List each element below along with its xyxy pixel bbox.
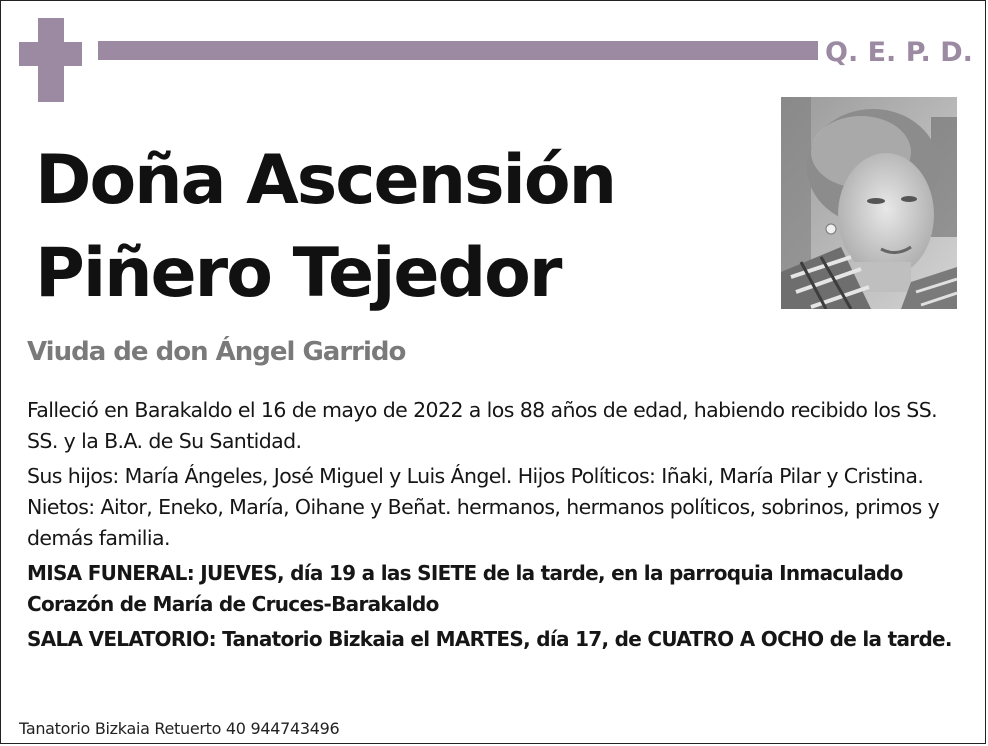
deceased-name (35, 134, 615, 320)
family-paragraph: Sus hijos: María Ángeles, José Miguel y Luis Ángel. Hijos Políticos: Iñaki, María Pilar y Cristina. Nietos: Aitor, Eneko, María, Oihane y Beñat. hermanos, hermanos políticos, sobrinos, primos y demás familia. (27, 464, 940, 550)
wake-room-paragraph: SALA VELATORIO: Tanatorio Bizkaia el MARTES, día 17, de CUATRO A OCHO de la tarde. (27, 627, 952, 651)
funeral-home-footer: Tanatorio Bizkaia Retuerto 40 944743496 (19, 719, 340, 738)
deceased-name-line1: Doña Ascensión (35, 141, 615, 220)
portrait-image (781, 97, 957, 309)
deceased-name-line2: Piñero Tejedor (35, 234, 561, 313)
portrait-photo (781, 97, 957, 309)
funeral-mass-paragraph: MISA FUNERAL: JUEVES, día 19 a las SIETE de la tarde, en la parroquia Inmaculado Corazón de María de Cruces-Barakaldo (27, 561, 903, 616)
header-rule (98, 41, 818, 60)
widow-subtitle: Viuda de don Ángel Garrido (27, 337, 406, 367)
death-paragraph: Falleció en Barakaldo el 16 de mayo de 2022 a los 88 años de edad, habiendo recibido los SS. SS. y la B.A. de Su Santidad. (27, 398, 938, 453)
cross-horizontal-bar (19, 42, 82, 66)
obituary-body (27, 395, 967, 659)
qepd-label: Q. E. P. D. (825, 37, 973, 68)
